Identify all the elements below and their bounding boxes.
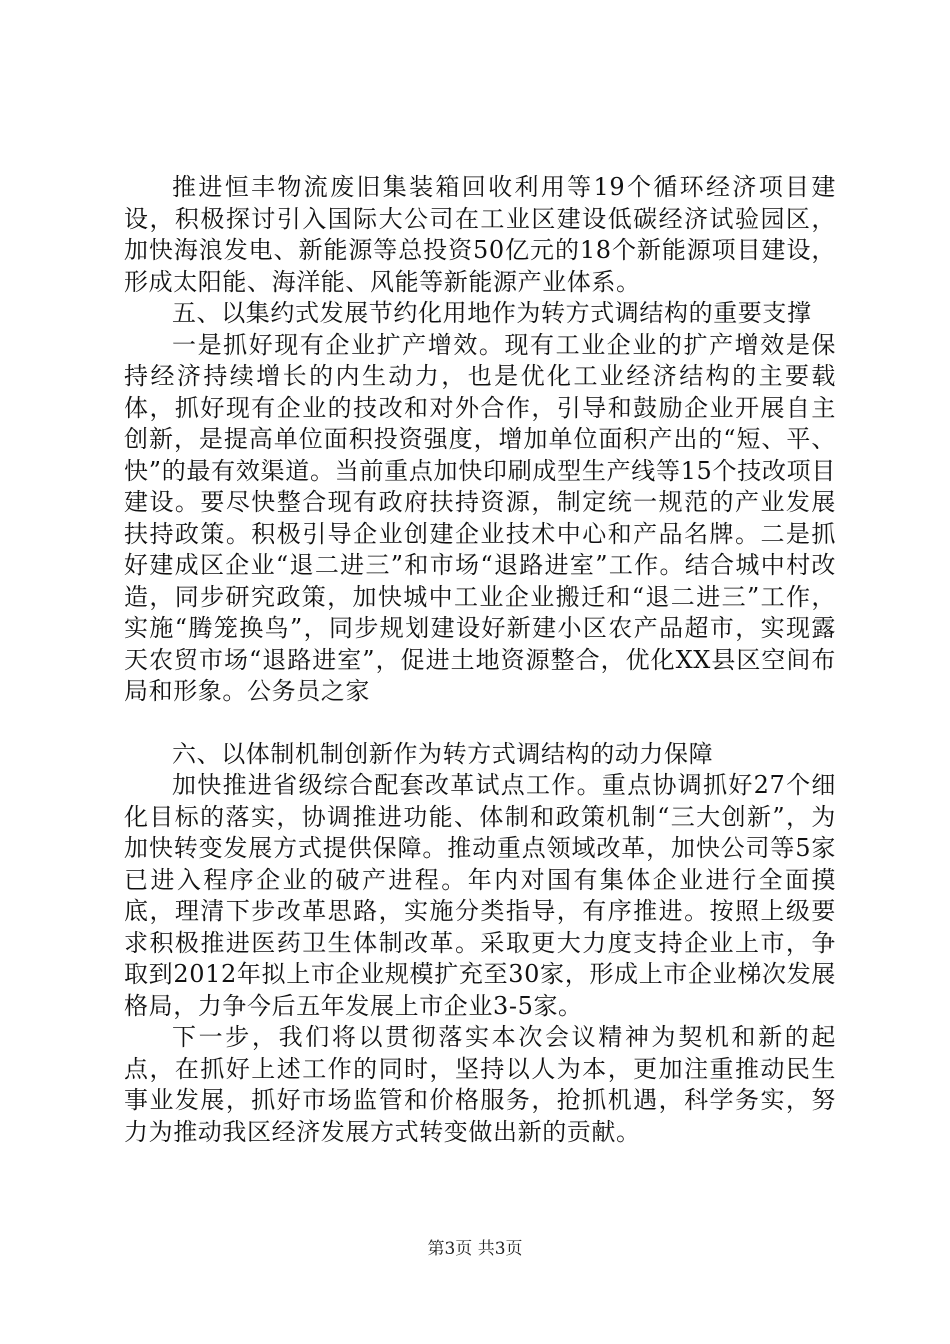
paragraph-reform-pilot: 加快推进省级综合配套改革试点工作。重点协调抓好27个细化目标的落实，协调推进功能、体制和政策机制“三大创新”，为加快转变发展方式提供保障。推动重点领域改革，加快公司等5家已进入程序企业的破产进程。年内对国有集体企业进行全面摸底，理清下步改革思路，实施分类指导，有序推进。按照上级要求积极推进医药卫生体制改革。采取更大力度支持企业上市，争取到2012年拟上市企业规模扩充至30家，形成上市企业梯次发展格局，力争今后五年发展上市企业3-5家。 — [124, 771, 836, 1020]
document-body — [124, 172, 836, 1148]
section-heading-five: 五、以集约式发展节约化用地作为转方式调结构的重要支撑 — [172, 299, 812, 327]
page-footer: 第3页 共3页 — [427, 1239, 523, 1259]
paragraph-new-energy-projects: 推进恒丰物流废旧集装箱回收利用等19个循环经济项目建设，积极探讨引入国际大公司在工业区建设低碳经济试验园区，加快海浪发电、新能源等总投资50亿元的18个新能源项目建设，形成太阳能、海洋能、风能等新能源产业体系。 — [124, 173, 836, 296]
section-heading-six: 六、以体制机制创新作为转方式调结构的动力保障 — [172, 739, 714, 768]
paragraph-enterprise-expansion: 一是抓好现有企业扩产增效。现有工业企业的扩产增效是保持经济持续增长的内生动力，也是优化工业经济结构的主要载体，抓好现有企业的技改和对外合作，引导和鼓励企业开展自主创新，是提高单位面积投资强度，增加单位面积产出的“短、平、快”的最有效渠道。当前重点加快印刷成型生产线等15个技改项目建设。要尽快整合现有政府扶持资源，制定统一规范的产业发展扶持政策。积极引导企业创建企业技术中心和产品名牌。二是抓好建成区企业“退二进三”和市场“退路进室”工作。结合城中村改造，同步研究政策，加快城中工业企业搬迁和“退二进三”工作，实施“腾笼换鸟”，同步规划建设好新建小区农产品超市，实现露天农贸市场“退路进室”，促进土地资源整合，优化XX县区空间布局和形象。公务员之家 — [124, 330, 836, 705]
paragraph-next-steps: 下一步，我们将以贯彻落实本次会议精神为契机和新的起点，在抓好上述工作的同时，坚持以人为本，更加注重推动民生事业发展，抓好市场监管和价格服务，抢抓机遇，科学务实，努力为推动我区经济发展方式转变做出新的贡献。 — [124, 1023, 836, 1146]
